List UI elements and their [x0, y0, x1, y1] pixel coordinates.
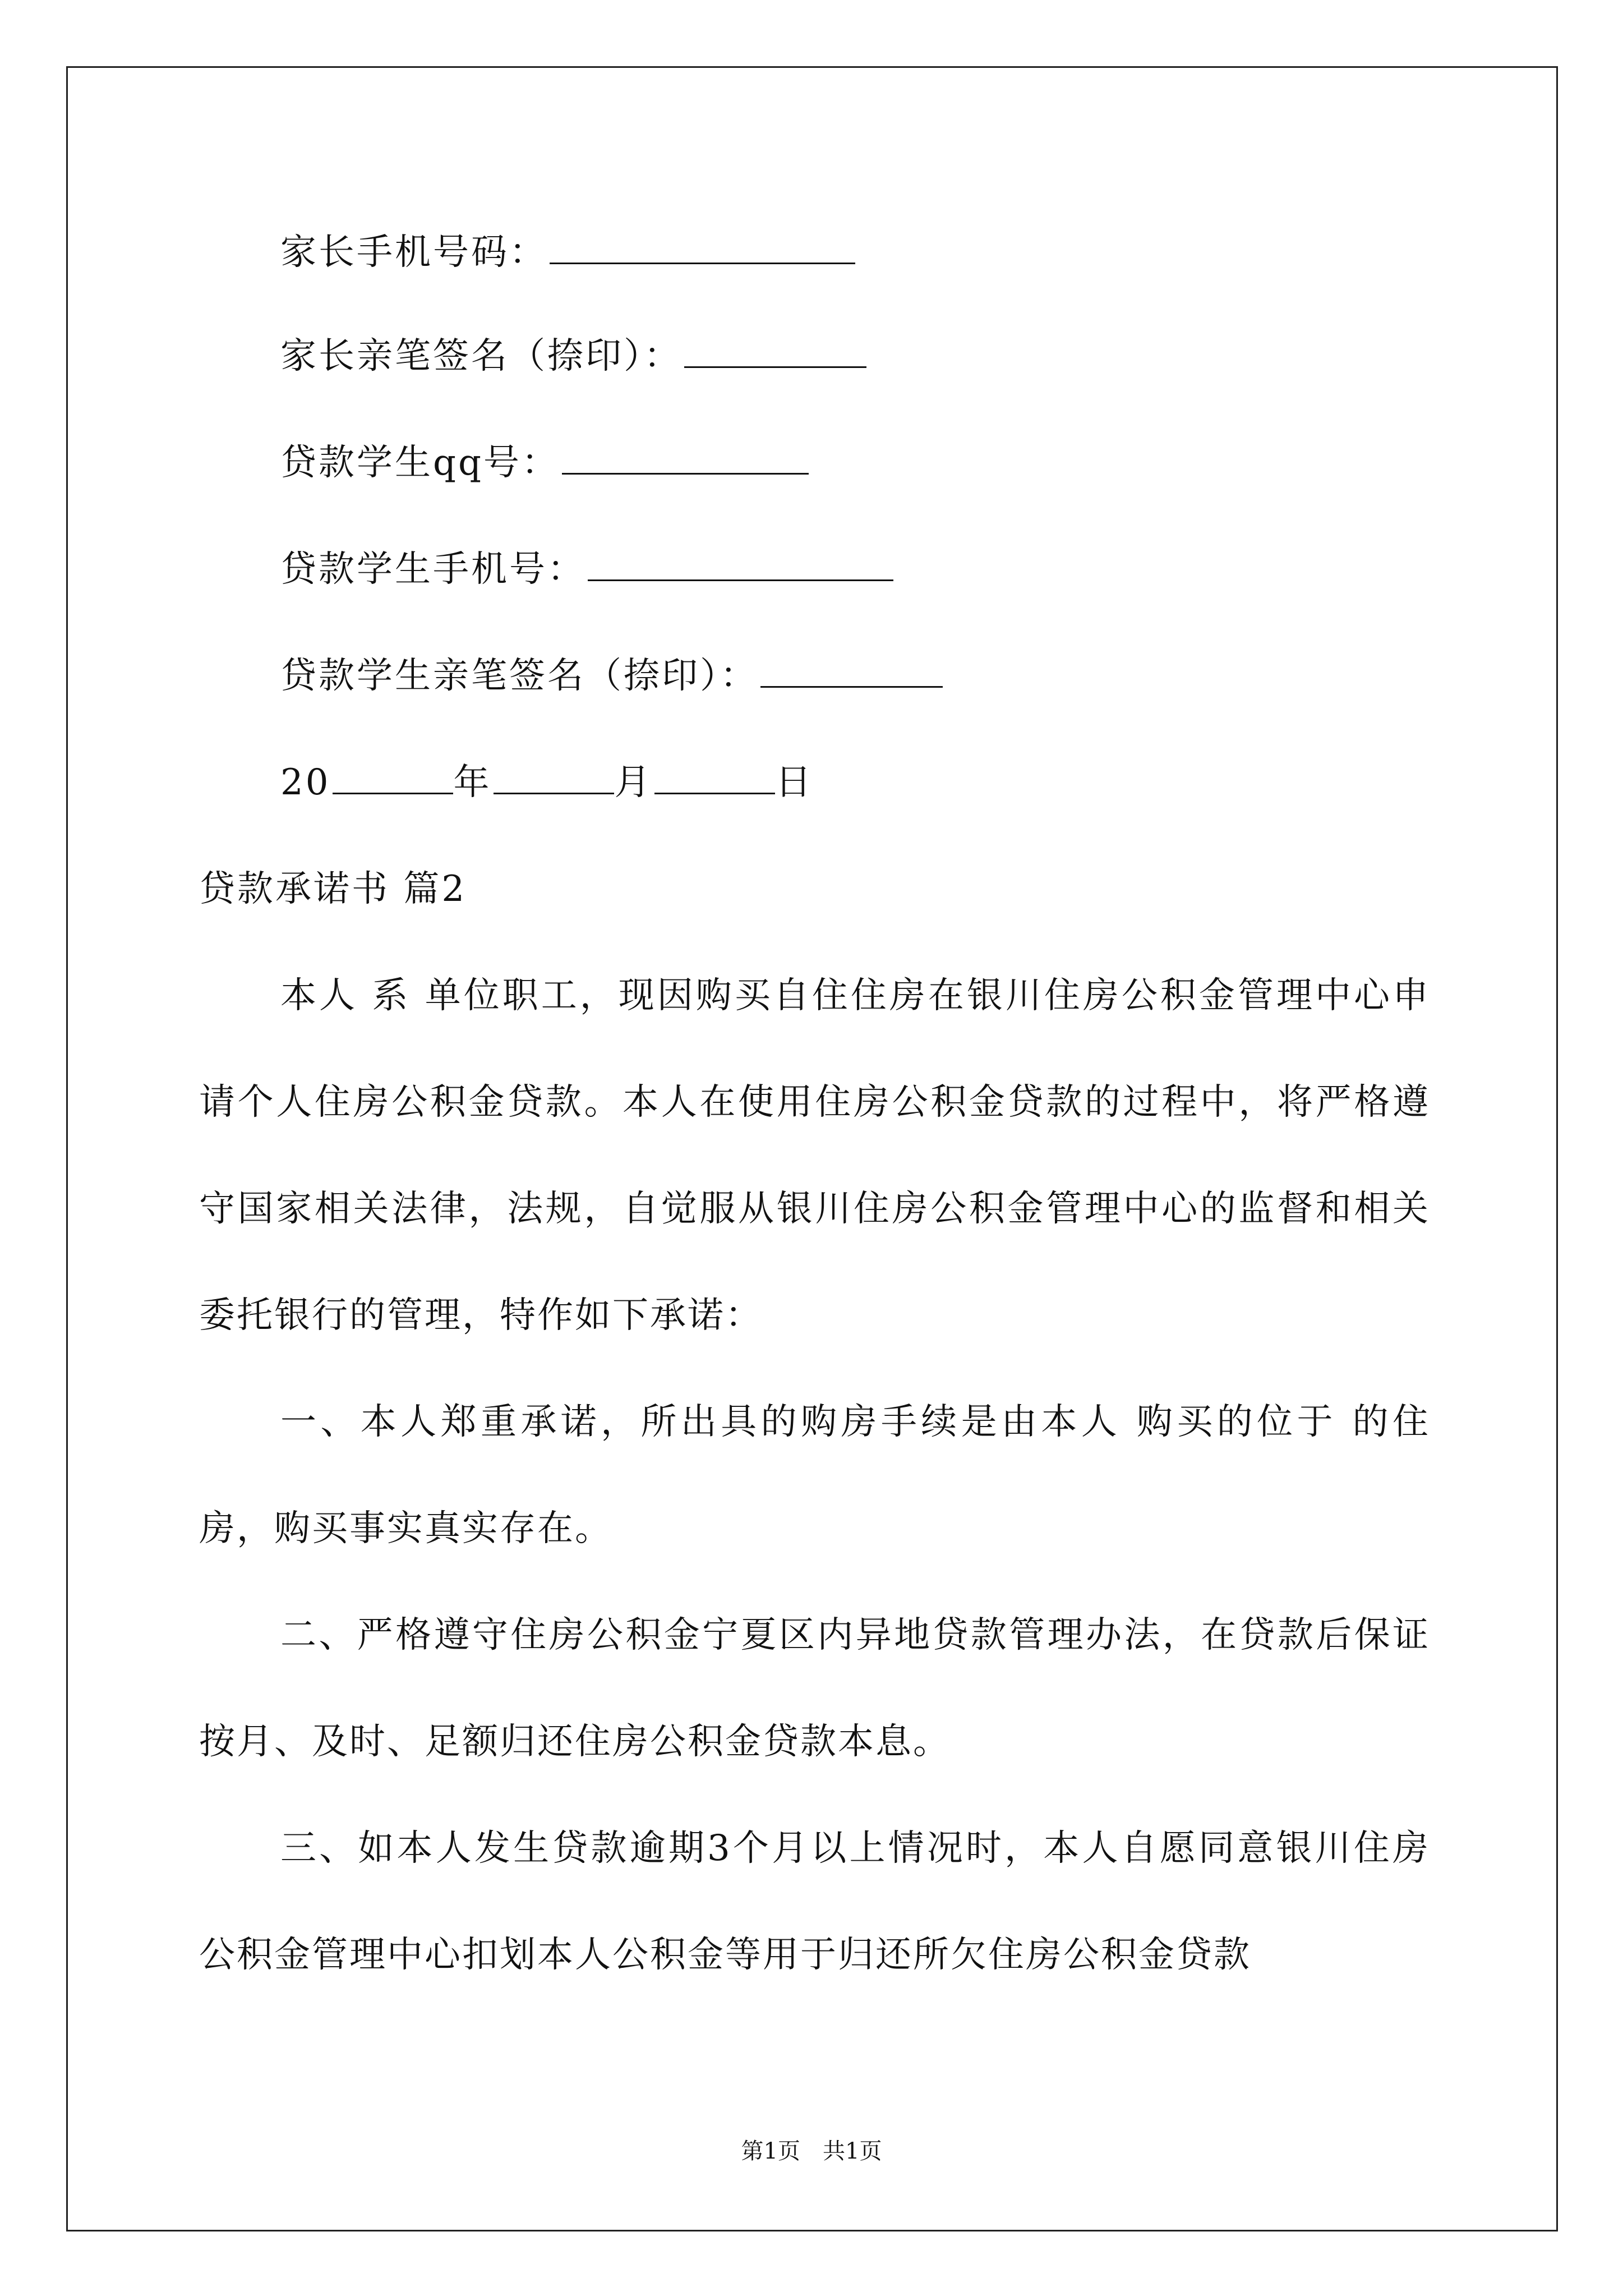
- student-phone-blank: [588, 548, 893, 581]
- student-signature-field: [280, 654, 943, 698]
- student-phone-field: [280, 547, 893, 592]
- paragraph-commitment-2: 二、严格遵守住房公积金宁夏区内异地贷款管理办法，在贷款后保证按月、及时、足额归还住房公积金贷款本息。: [199, 1614, 1430, 1763]
- parent-signature-label: 家长亲笔签名（捺印）：: [280, 335, 682, 377]
- year-label: 年: [453, 762, 492, 803]
- page-footer: 第1页 共1页: [741, 2138, 882, 2164]
- month-label: 月: [614, 762, 653, 803]
- parent-signature-field: [280, 334, 866, 379]
- date-prefix: 20: [280, 762, 331, 803]
- parent-phone-label: 家长手机号码：: [280, 232, 547, 273]
- student-signature-blank: [760, 655, 943, 688]
- section-title: 贷款承诺书 篇2: [199, 868, 467, 910]
- paragraph-commitment-1: 一、本人郑重承诺，所出具的购房手续是由本人 购买的位于 的住房，购买事实真实存在。: [199, 1401, 1430, 1549]
- paragraph-intro: 本人 系 单位职工，现因购买自住住房在银川住房公积金管理中心申请个人住房公积金贷款。本人在使用住房公积金贷款的过程中，将严格遵守国家相关法律，法规，自觉服从银川住房公积金管理中心的监督和相关委托银行的管理，特作如下承诺：: [199, 975, 1430, 1336]
- student-qq-field: [280, 440, 809, 485]
- date-line: [280, 760, 813, 805]
- student-qq-label: 贷款学生qq号：: [280, 442, 560, 484]
- paragraph-commitment-3: 三、如本人发生贷款逾期3个月以上情况时，本人自愿同意银川住房公积金管理中心扣划本人公积金等用于归还所欠住房公积金贷款: [199, 1828, 1430, 1976]
- parent-signature-blank: [684, 335, 866, 368]
- day-label: 日: [775, 762, 814, 803]
- parent-phone-field: [280, 230, 855, 275]
- day-blank: [654, 761, 775, 794]
- student-phone-label: 贷款学生手机号：: [280, 549, 585, 590]
- student-qq-blank: [562, 441, 809, 475]
- student-signature-label: 贷款学生亲笔签名（捺印）：: [280, 655, 758, 697]
- parent-phone-blank: [550, 231, 855, 264]
- year-blank: [333, 761, 453, 794]
- month-blank: [494, 761, 614, 794]
